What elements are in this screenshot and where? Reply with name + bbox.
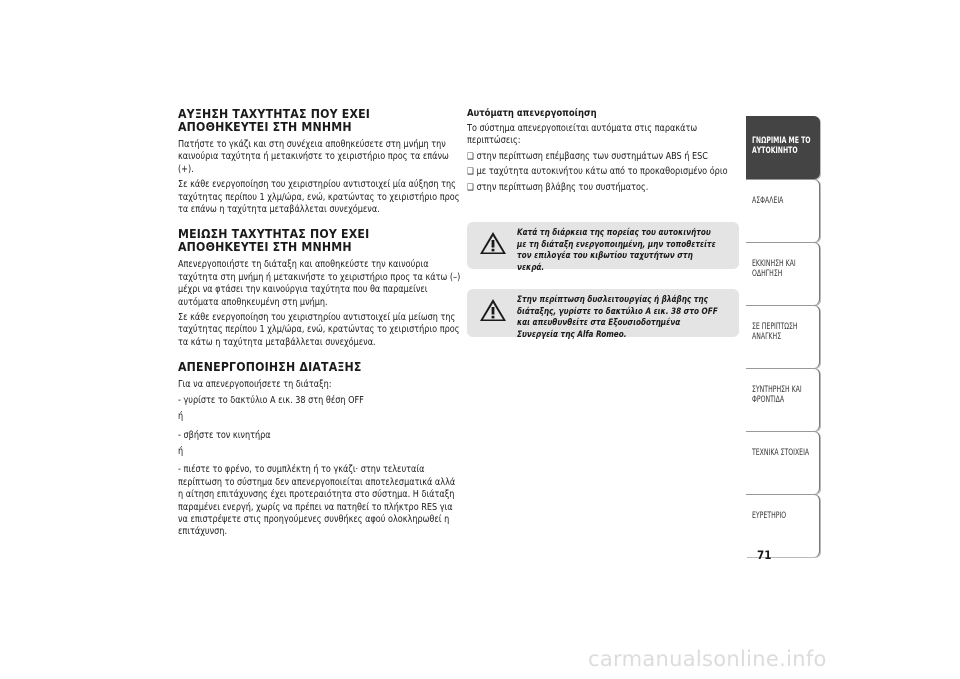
right-column: [467, 108, 739, 197]
checklist-item: ❑ στην περίπτωση επέμβασης των συστημάτων ABS ή ESC: [467, 151, 740, 163]
paragraph: - σβήστε τον κινητήρα: [178, 429, 271, 441]
tab-label: ΕΚΚΙΝΗΣΗ ΚΑΙ ΟΔΗΓΗΣΗ: [752, 258, 796, 279]
tab-label: ΕΥΡΕΤΗΡΙΟ: [752, 510, 787, 520]
watermark: carmanualsonline.info: [588, 647, 827, 671]
section-title-deactivation: ΑΠΕΝΕΡΓΟΠΟΙΗΣΗ ΔΙΑΤΑΞΗΣ: [178, 360, 362, 375]
section-title-speed-increase: ΑΥΞΗΣΗ ΤΑΧΥΤΗΤΑΣ ΠΟΥ ΕΧΕΙ ΑΠΟΘΗΚΕΥΤΕΙ ΣΤΗ ΜΝΗΜΗ: [178, 107, 371, 134]
tab-label: ΣΕ ΠΕΡΙΠΤΩΣΗ ΑΝΑΓΚΗΣ: [752, 321, 798, 342]
paragraph: Σε κάθε ενεργοποίηση του χειριστηρίου αντιστοιχεί μία μείωση της ταχύτητας περίπου 1 χλμ/ώρα, ενώ, κρατώντας το χειριστήριο προς τα κάτω η ταχύτητα μεταβάλλεται συνεχόμενα.: [178, 312, 460, 348]
tab-emergency[interactable]: [746, 305, 820, 368]
warning-text: Κατά τη διάρκεια της πορείας του αυτοκινήτου με τη διάταξη ενεργοποιημένη, μην τοποθετείτε τον επιλογέα του κιβωτίου ταχυτήτων στη νεκρά.: [517, 228, 716, 273]
tab-maintenance[interactable]: [746, 368, 820, 431]
warning-box: [467, 289, 739, 340]
paragraph: Απενεργοποιήστε τη διάταξη και αποθηκεύστε την καινούρια ταχύτητα στη μνήμη ή μετακινήστε το χειριστήριο προς τα κάτω (–) μέχρι να φτάσει την καινούργια ταχύτητα που θα παραμείνει αυτόματα αποθηκευμένη στη μνήμη.: [178, 259, 461, 308]
paragraph: Σε κάθε ενεργοποίηση του χειριστηρίου αντιστοιχεί μία αύξηση της ταχύτητας περίπου 1 χλμ/ώρα, ενώ, κρατώντας το χειριστήριο προς τα επάνω η ταχύτητα μεταβάλλεται συνεχόμενα.: [178, 179, 460, 216]
paragraph: - γυρίστε το δακτύλιο A εικ. 38 στη θέση OFF: [178, 394, 364, 406]
tab-getting-to-know-car[interactable]: [746, 116, 820, 179]
auto-deactivation-title: Αυτόματη απενεργοποίηση: [467, 108, 597, 119]
tab-label: ΑΣΦΑΛΕΙΑ: [752, 195, 784, 205]
page-number: 71: [757, 548, 772, 562]
tab-label: ΓΝΩΡΙΜΙΑ ΜΕ ΤΟ ΑΥΤΟΚΙΝΗΤΟ: [752, 135, 811, 156]
warning-text: Στην περίπτωση δυσλειτουργίας ή βλάβης της διάταξης, γυρίστε το δακτύλιο A εικ. 38 στο OFF και απευθυνθείτε στα Εξουσιοδοτημένα Συνεργεία της Alfa Romeo.: [517, 295, 718, 340]
warning-icon: [479, 231, 507, 255]
section-title-speed-decrease: ΜΕΙΩΣΗ ΤΑΧΥΤΗΤΑΣ ΠΟΥ ΕΧΕΙ ΑΠΟΘΗΚΕΥΤΕΙ ΣΤΗ ΜΝΗΜΗ: [178, 227, 370, 255]
tab-safety[interactable]: [746, 179, 820, 242]
left-column: [178, 108, 463, 542]
paragraph: - πιέστε το φρένο, το συμπλέκτη ή το γκάζι· στην τελευταία περίπτωση το σύστημα δεν απενεργοποιείται αποτελεσματικά αλλά η αίτηση επιτάχυνσης έχει προτεραιότητα στο σύστημα. Η διάταξη παραμένει ενεργή, χωρίς να πρέπει να πατηθεί το πλήκτρο RES για να επιστρέψετε στις προηγούμενες συνθήκες αφού ολοκληρωθεί η επιτάχυνση.: [178, 464, 456, 538]
tab-label: ΤΕΧΝΙΚΑ ΣΤΟΙΧΕΙΑ: [752, 447, 810, 457]
checklist-item: ❑ στην περίπτωση βλάβης του συστήματος.: [467, 182, 740, 194]
paragraph: ή: [178, 445, 184, 457]
paragraph: Για να απενεργοποιήσετε τη διάταξη:: [178, 379, 332, 391]
paragraph: ή: [178, 411, 184, 423]
warning-box: [467, 222, 739, 273]
tab-technical-data[interactable]: [746, 431, 820, 494]
checklist-item: ❑ με ταχύτητα αυτοκινήτου κάτω από το προκαθορισμένο όριο: [467, 166, 740, 178]
tab-label: ΣΥΝΤΗΡΗΣΗ ΚΑΙ ΦΡΟΝΤΙΔΑ: [752, 384, 802, 405]
paragraph: Πατήστε το γκάζι και στη συνέχεια αποθηκεύσετε στη μνήμη την καινούρια ταχύτητα ή μετακινήστε το χειριστήριο προς τα επάνω (+).: [178, 139, 449, 175]
warning-icon: [479, 298, 507, 322]
tab-starting-driving[interactable]: [746, 242, 820, 305]
paragraph: Το σύστημα απενεργοποιείται αυτόματα στις παρακάτω περιπτώσεις:: [467, 123, 698, 147]
